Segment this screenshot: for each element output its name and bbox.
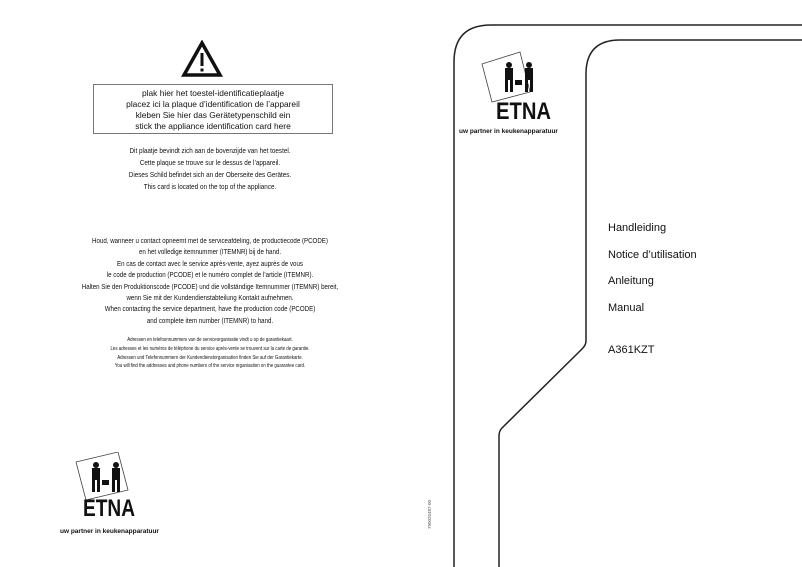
title-french: Notice d’utilisation bbox=[608, 248, 697, 261]
tagline: uw partner in keukenapparatuur bbox=[60, 528, 159, 535]
service-line: Houd, wanneer u contact opneemt met de serviceafdeling, de productiecode (PCODE) bbox=[92, 238, 328, 245]
model-number: A361KZT bbox=[608, 344, 655, 356]
service-line: en het volledige itemnummer (ITEMNR) bij de hand. bbox=[138, 249, 282, 257]
logo-wordmark: ETNA bbox=[496, 98, 551, 125]
note-line: Dit plaatje bevindt zich aan de bovenzijde van het toestel. bbox=[129, 146, 291, 155]
address-line: Adressen en telefoonnummers van de serviceorganisatie vindt u op de garantiekaart. bbox=[127, 337, 293, 343]
service-line: wenn Sie mit der Kundendienstabteilung Kontakt aufnehmen. bbox=[126, 295, 294, 303]
note-line: This card is located on the top of the appliance. bbox=[143, 182, 277, 191]
service-line: and complete item number (ITEMNR) to hand. bbox=[146, 317, 274, 325]
document-number: 790025487-00 bbox=[427, 500, 432, 530]
etna-logo-mark bbox=[456, 50, 596, 130]
service-line: When contacting the service department, have the production code (PCODE) bbox=[104, 306, 316, 314]
plate-line: stick the appliance identification card here bbox=[135, 121, 291, 131]
address-line: Les adresses et les numéros de téléphone du service après-vente se trouvent sur la carte de garantie. bbox=[110, 345, 310, 352]
service-line: le code de production (PCODE) et le numéro complet de l’article (ITEMNR). bbox=[106, 272, 314, 280]
etna-logo bbox=[456, 50, 596, 140]
title-dutch: Handleiding bbox=[608, 222, 667, 234]
manual-titles bbox=[608, 222, 697, 328]
service-line: En cas de contact avec le service après-vente, ayez auprès de vous bbox=[117, 260, 303, 268]
logo-wordmark: ETNA bbox=[83, 495, 135, 522]
plate-line: placez ici la plaque d’identification de l’appareil bbox=[126, 99, 300, 109]
address-line: You will find the addresses and phone numbers of the service organisation on the guarantee card. bbox=[114, 363, 306, 370]
note-line: Dieses Schild befindet sich an der Oberseite des Gerätes. bbox=[128, 170, 292, 179]
plate-line: kleben Sie hier das Gerätetypenschild ein bbox=[135, 110, 291, 120]
title-english: Manual bbox=[608, 301, 645, 314]
address-line: Adressen und Telefonnummern der Kundendienstorganisation finden Sie auf der Garantiekarte. bbox=[117, 354, 303, 361]
service-line: Halten Sie den Produktionscode (PCODE) und die vollständige Itemnummer (ITEMNR) bereit, bbox=[81, 283, 339, 291]
plate-line: plak hier het toestel-identificatieplaatje bbox=[142, 88, 284, 98]
note-line: Cette plaque se trouve sur le dessus de l’appareil. bbox=[139, 158, 281, 167]
title-german: Anleitung bbox=[608, 275, 654, 287]
tagline: uw partner in keukenapparatuur bbox=[459, 128, 558, 135]
